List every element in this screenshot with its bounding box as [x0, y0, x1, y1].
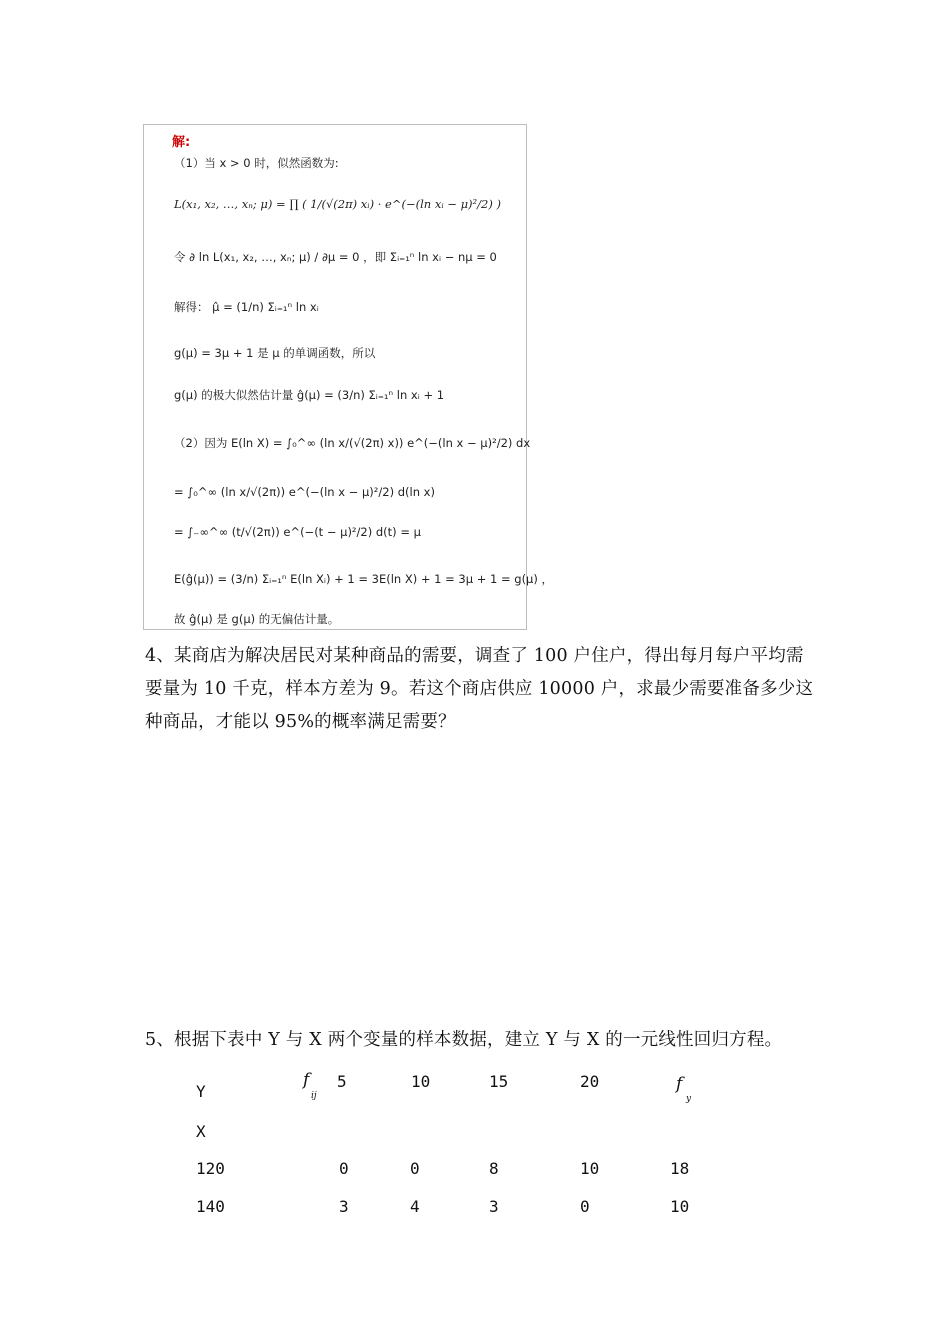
integral-step-2: = ∫₀^∞ (ln x/√(2π)) e^(−(ln x − μ)²/2) d(ln x)	[174, 485, 435, 499]
mle-solution: 解得： μ̂ = (1/n) Σᵢ₌₁ⁿ ln xᵢ	[174, 300, 319, 314]
table-row-x: 120	[196, 1159, 225, 1178]
unbiased-expectation: E(ĝ(μ)) = (3/n) Σᵢ₌₁ⁿ E(ln Xᵢ) + 1 = 3E(ln X) + 1 = 3μ + 1 = g(μ) ，	[174, 572, 554, 586]
y-value-header: 5	[337, 1072, 347, 1091]
table-cell: 0	[410, 1159, 420, 1178]
expectation-integral: （2）因为 E(ln X) = ∫₀^∞ (ln x/(√(2π) x)) e^(−(ln x − μ)²/2) dx	[174, 436, 531, 450]
fy-subscript: y	[686, 1094, 692, 1104]
table-y-label: Y	[196, 1082, 206, 1101]
fij-subscript: ij	[311, 1091, 317, 1101]
question-4-text: 4、某商店为解决居民对某种商品的需要，调查了 100 户住户，得出每月每户平均需要量为 10 千克，样本方差为 9。若这个商店供应 10000 户，求最少需要准备多少这种商品，才能以 95%的概率满足需要？	[145, 646, 814, 732]
table-cell: 4	[410, 1197, 420, 1216]
fij-letter: f	[303, 1070, 310, 1090]
table-cell: 8	[489, 1159, 499, 1178]
table-row-total: 18	[670, 1159, 690, 1178]
integral-step-3: = ∫₋∞^∞ (t/√(2π)) e^(−(t − μ)²/2) d(t) = μ	[174, 525, 421, 539]
likelihood-formula: L(x₁, x₂, …, xₙ; μ) = ∏ ( 1/(√(2π) xᵢ) · e^(−(ln xᵢ − μ)²/2) )	[174, 197, 501, 211]
table-row-x: 140	[196, 1197, 225, 1216]
table-cell: 0	[580, 1197, 590, 1216]
table-cell: 10	[580, 1159, 600, 1178]
question-5-text: 5、根据下表中 Y 与 X 两个变量的样本数据，建立 Y 与 X 的一元线性回归方程。	[145, 1030, 783, 1050]
conclusion: 故 ĝ(μ) 是 g(μ) 的无偏估计量。	[174, 612, 340, 626]
y-value-header: 15	[489, 1072, 509, 1091]
solution-header: 解:	[172, 135, 191, 150]
table-x-label: X	[196, 1122, 206, 1141]
mle-g-estimator: g(μ) 的极大似然估计量 ĝ(μ) = (3/n) Σᵢ₌₁ⁿ ln xᵢ + 1	[174, 388, 445, 402]
solution-image	[143, 124, 554, 630]
table-cell: 3	[489, 1197, 499, 1216]
table-row-total: 10	[670, 1197, 690, 1216]
derivative-equation: 令 ∂ ln L(x₁, x₂, …, xₙ; μ) / ∂μ = 0 ，即 Σᵢ₌₁ⁿ ln xᵢ − nμ = 0	[174, 250, 497, 264]
solution-line-1: （1）当 x > 0 时，似然函数为:	[174, 156, 339, 170]
y-value-header: 10	[411, 1072, 431, 1091]
fy-letter: f	[676, 1074, 683, 1094]
monotone-note: g(μ) = 3μ + 1 是 μ 的单调函数，所以	[174, 346, 376, 360]
table-cell: 0	[339, 1159, 349, 1178]
y-value-header: 20	[580, 1072, 600, 1091]
table-cell: 3	[339, 1197, 349, 1216]
